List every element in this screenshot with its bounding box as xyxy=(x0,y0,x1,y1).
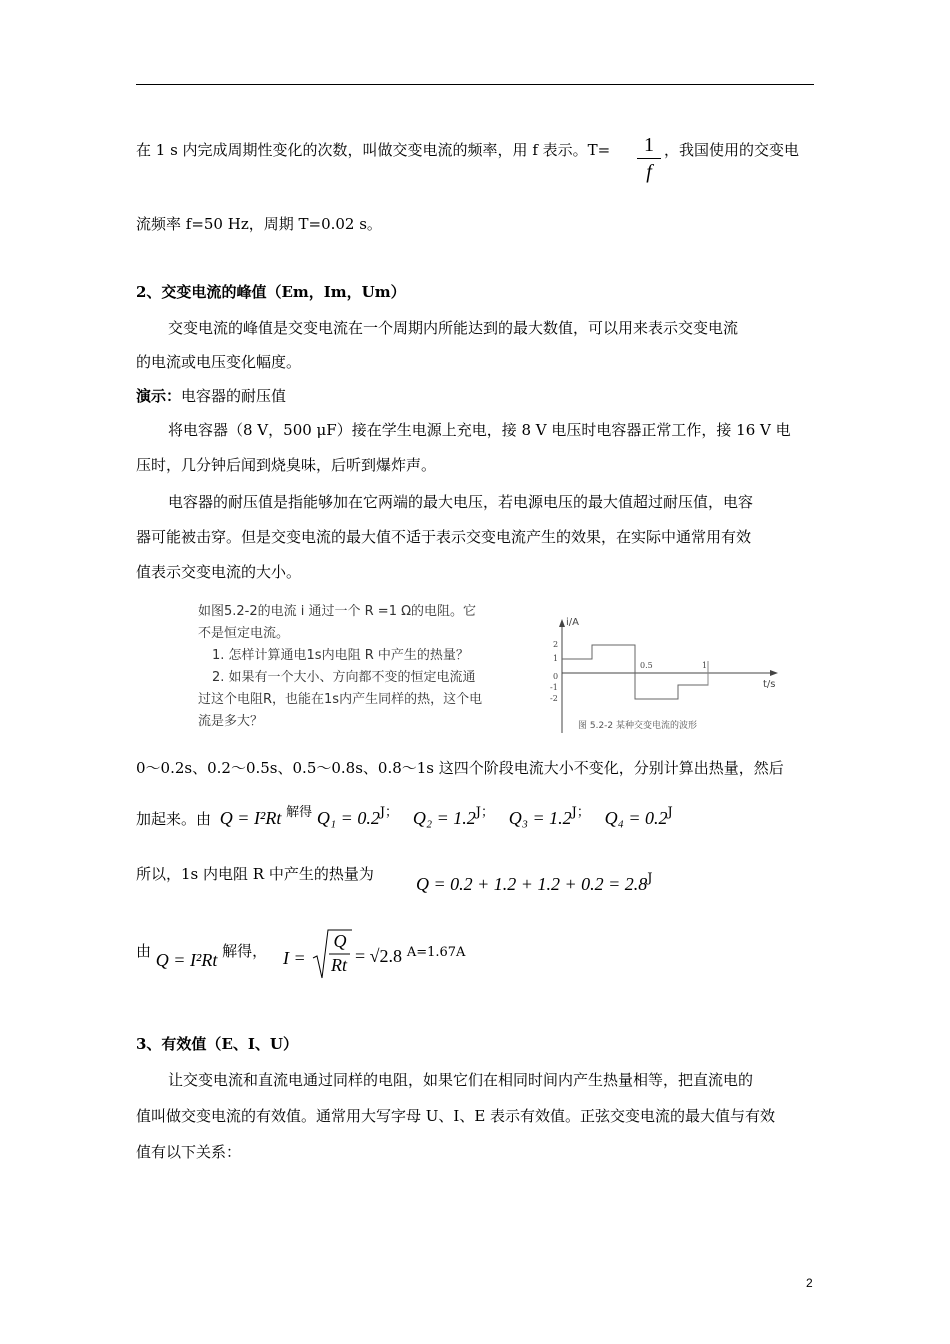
paragraph-effective-line2: 值叫做交变电流的有效值。通常用大写字母 U、I、E 表示有效值。正弦交变电流的最大值与有效 xyxy=(136,1107,776,1125)
tick-1s: 1 xyxy=(702,661,708,670)
paragraph-peak-line2: 的电流或电压变化幅度。 xyxy=(136,353,302,371)
paragraph-capacitor-line1: 将电容器（8 V，500 μF）接在学生电源上充电，接 8 V 电压时电容器正常工作，接 16 V 电 xyxy=(168,421,791,439)
sqrt-q-over-rt: Q Rt xyxy=(312,928,352,980)
tick-0: 0 xyxy=(553,672,559,681)
demo-line: 演示：电容器的耐压值 xyxy=(136,387,287,405)
paragraph-frequency-line1-tail: ，我国使用的交变电 xyxy=(664,141,800,159)
tick-neg1: -1 xyxy=(550,683,558,692)
joule-law-equation: Q = I²Rt xyxy=(219,808,282,828)
figure-caption: 图 5.2-2 某种交变电流的波形 xyxy=(578,721,698,731)
paragraph-frequency-line1: 在 1 s 内完成周期性变化的次数，叫做交变电流的频率，用 f 表示。T= xyxy=(136,141,611,159)
q3-value: Q₃ = 1.2 xyxy=(508,808,572,828)
x-axis-label: t/s xyxy=(763,679,776,690)
tick-2: 2 xyxy=(553,640,559,649)
paragraph-withstand-line2: 器可能被击穿。但是交变电流的最大值不适于表示交变电流产生的效果，在实际中通常用有效 xyxy=(136,528,752,546)
total-heat-equation: Q = 0.2 + 1.2 + 1.2 + 0.2 = 2.8J xyxy=(416,871,653,894)
paragraph-frequency-line2: 流频率 f=50 Hz，周期 T=0.02 s。 xyxy=(136,215,382,233)
figure-question-text: 如图5.2-2的电流 i 通过一个 R =1 Ω的电阻。它 不是恒定电流。 1. 怎样计算通电1s内电阻 R 中产生的热量？ 2. 如果有一个大小、方向都不变的恒定电流通 过这个电阻R，也能在1s内产生同样的热，这个电 流是多大？ xyxy=(198,604,483,729)
page-number: 2 xyxy=(806,1276,813,1290)
rms-result: = √2.8 A=1.67A xyxy=(355,945,466,966)
paragraph-effective-line1: 让交变电流和直流电通过同样的电阻，如果它们在相同时间内产生热量相等，把直流电的 xyxy=(168,1071,754,1089)
paragraph-effective-line3: 值有以下关系： xyxy=(136,1143,242,1161)
paragraph-stages-line1: 0～0.2s、0.2～0.5s、0.5～0.8s、0.8～1s 这四个阶段电流大小不变化，分别计算出热量，然后 xyxy=(136,759,784,777)
textbook-figure-5-2-2 xyxy=(198,601,784,743)
rms-derivation-line: 由 Q = I²Rt 解得， xyxy=(136,942,268,970)
paragraph-capacitor-line2: 压时，几分钟后闻到烧臭味，后听到爆炸声。 xyxy=(136,456,437,474)
paragraph-withstand-line3: 值表示交变电流的大小。 xyxy=(136,563,302,581)
tick-1: 1 xyxy=(553,654,559,663)
heading-peak-value: 2、交变电流的峰值（Em，Im，Um） xyxy=(136,283,406,301)
tick-neg2: -2 xyxy=(550,694,558,703)
header-rule xyxy=(136,84,814,85)
fraction-1-over-f: 1 f xyxy=(637,134,661,183)
paragraph-withstand-line1: 电容器的耐压值是指能够加在它两端的最大电压，若电源电压的最大值超过耐压值，电容 xyxy=(168,493,754,511)
tick-0-5: 0.5 xyxy=(640,661,653,670)
q2-value: Q₂ = 1.2 xyxy=(412,808,476,828)
paragraph-total-heat-label: 所以，1s 内电阻 R 中产生的热量为 xyxy=(136,865,374,883)
paragraph-peak-line1: 交变电流的峰值是交变电流在一个周期内所能达到的最大数值，可以用来表示交变电流 xyxy=(168,319,739,337)
waveform-line xyxy=(562,645,708,699)
q4-value: Q₄ = 0.2 xyxy=(604,808,668,828)
rms-current-equation: I = xyxy=(283,948,306,968)
heading-effective-value: 3、有效值（E、I、U） xyxy=(136,1035,298,1053)
waveform-chart xyxy=(550,601,782,743)
q1-value: Q₁ = 0.2 xyxy=(316,808,380,828)
equation-line-heat: 加起来。由 Q = I²Rt 解得 Q₁ = 0.2J； Q₂ = 1.2J； Q₃ = 1.2J； Q₄ = 0.2J xyxy=(136,805,673,828)
y-axis-label: i/A xyxy=(566,617,579,628)
